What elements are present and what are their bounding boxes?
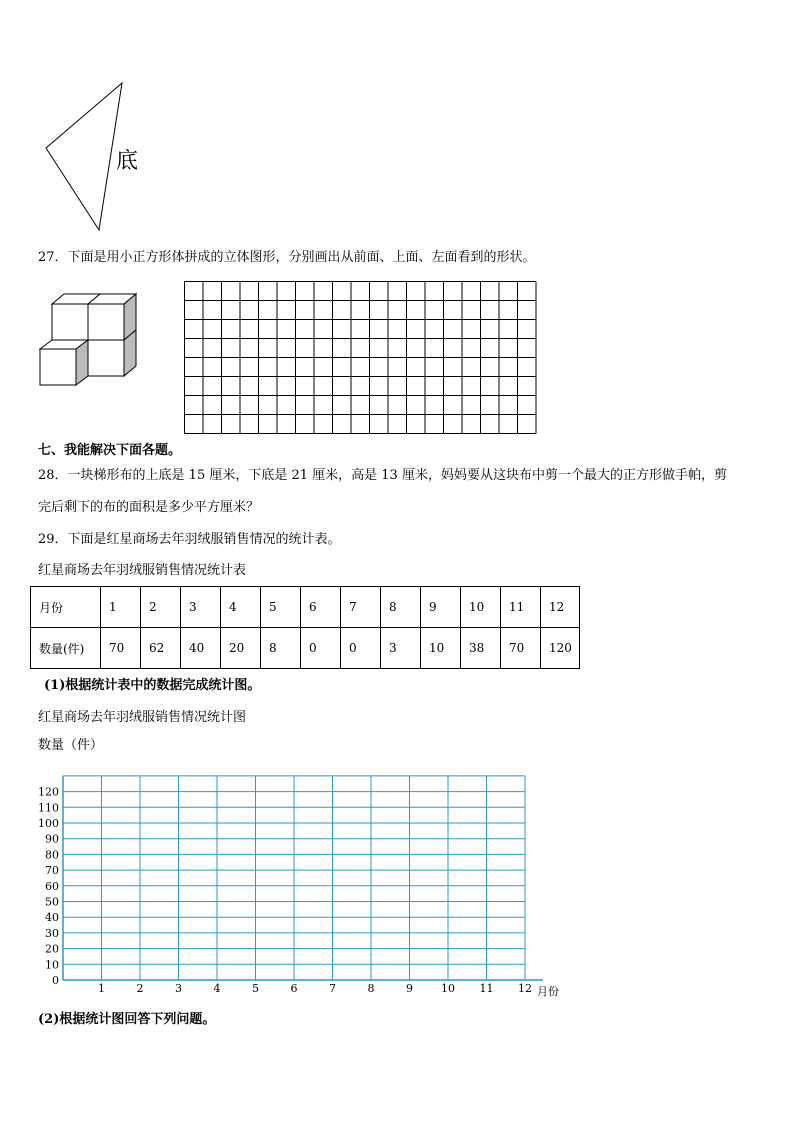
table-cell: 38 bbox=[461, 628, 501, 669]
y-tick-label: 80 bbox=[45, 848, 59, 862]
x-axis-title: 月份 bbox=[537, 985, 559, 998]
y-tick-label: 10 bbox=[45, 958, 59, 972]
y-tick-label: 100 bbox=[38, 817, 59, 830]
table-cell: 10 bbox=[421, 628, 461, 669]
table-title: 红星商场去年羽绒服销售情况统计表 bbox=[38, 563, 247, 578]
chart-y-axis-title: 数量（件） bbox=[38, 738, 104, 753]
x-tick-label: 7 bbox=[329, 982, 336, 995]
table-cell: 3 bbox=[181, 587, 221, 628]
x-tick-label: 10 bbox=[441, 982, 455, 995]
y-tick-label: 60 bbox=[45, 879, 59, 893]
sales-line-chart[interactable] bbox=[0, 760, 600, 1005]
table-cell: 2 bbox=[141, 587, 181, 628]
y-tick-label: 50 bbox=[45, 895, 59, 909]
y-tick-label: 70 bbox=[45, 864, 59, 878]
cube-solid-figure bbox=[36, 292, 142, 390]
table-header-month: 月份 bbox=[31, 587, 101, 628]
drawing-grid[interactable] bbox=[184, 281, 537, 435]
y-tick-label: 30 bbox=[45, 926, 59, 940]
y-tick-label: 110 bbox=[38, 801, 59, 815]
question-28-line1: 28．一块梯形布的上底是 15 厘米，下底是 21 厘米，高是 13 厘米，妈妈要从这块布中剪一个最大的正方形做手帕，剪 bbox=[38, 468, 727, 483]
table-cell: 11 bbox=[501, 587, 541, 628]
table-cell: 4 bbox=[221, 587, 261, 628]
x-tick-label: 6 bbox=[290, 982, 298, 995]
sub-question-2: (2)根据统计图回答下列问题。 bbox=[38, 1012, 216, 1027]
y-tick-label: 0 bbox=[52, 974, 59, 987]
y-tick-label: 20 bbox=[45, 942, 59, 956]
table-cell: 6 bbox=[301, 587, 341, 628]
table-cell: 70 bbox=[501, 628, 541, 669]
table-cell: 0 bbox=[301, 628, 341, 669]
question-29: 29．下面是红星商场去年羽绒服销售情况的统计表。 bbox=[38, 532, 341, 547]
x-tick-label: 11 bbox=[479, 982, 494, 995]
x-tick-label: 2 bbox=[136, 982, 144, 995]
section-heading: 七、我能解决下面各题。 bbox=[38, 443, 182, 458]
table-cell: 62 bbox=[141, 628, 181, 669]
table-cell: 40 bbox=[181, 628, 221, 669]
table-cell: 10 bbox=[461, 587, 501, 628]
chart-title: 红星商场去年羽绒服销售情况统计图 bbox=[38, 710, 247, 725]
table-cell: 7 bbox=[341, 587, 381, 628]
triangle-base-label: 底 bbox=[116, 149, 139, 174]
table-row-months bbox=[31, 587, 580, 628]
y-tick-label: 120 bbox=[38, 785, 59, 799]
x-tick-label: 5 bbox=[252, 982, 259, 995]
table-cell: 12 bbox=[541, 587, 580, 628]
table-cell: 9 bbox=[421, 587, 461, 628]
table-cell: 1 bbox=[101, 587, 141, 628]
table-cell: 3 bbox=[381, 628, 421, 669]
y-tick-label: 90 bbox=[45, 832, 59, 846]
question-28-line2: 完后剩下的布的面积是多少平方厘米？ bbox=[38, 500, 260, 515]
x-tick-label: 9 bbox=[406, 982, 413, 995]
table-cell: 20 bbox=[221, 628, 261, 669]
table-cell: 8 bbox=[261, 628, 301, 669]
sub-question-1: (1)根据统计表中的数据完成统计图。 bbox=[44, 678, 261, 693]
x-tick-label: 1 bbox=[98, 982, 105, 995]
x-tick-label: 8 bbox=[367, 982, 375, 995]
x-tick-label: 3 bbox=[175, 982, 182, 995]
question-27: 27．下面是用小正方形体拼成的立体图形，分别画出从前面、上面、左面看到的形状。 bbox=[38, 250, 536, 265]
sales-table bbox=[30, 586, 580, 669]
table-row-quantities bbox=[31, 628, 580, 669]
table-cell: 120 bbox=[541, 628, 580, 669]
x-tick-label: 4 bbox=[213, 982, 221, 995]
table-header-qty: 数量(件) bbox=[31, 628, 101, 669]
table-cell: 0 bbox=[341, 628, 381, 669]
x-tick-label: 12 bbox=[518, 982, 532, 995]
table-cell: 70 bbox=[101, 628, 141, 669]
y-tick-label: 40 bbox=[45, 911, 59, 925]
table-cell: 8 bbox=[381, 587, 421, 628]
table-cell: 5 bbox=[261, 587, 301, 628]
